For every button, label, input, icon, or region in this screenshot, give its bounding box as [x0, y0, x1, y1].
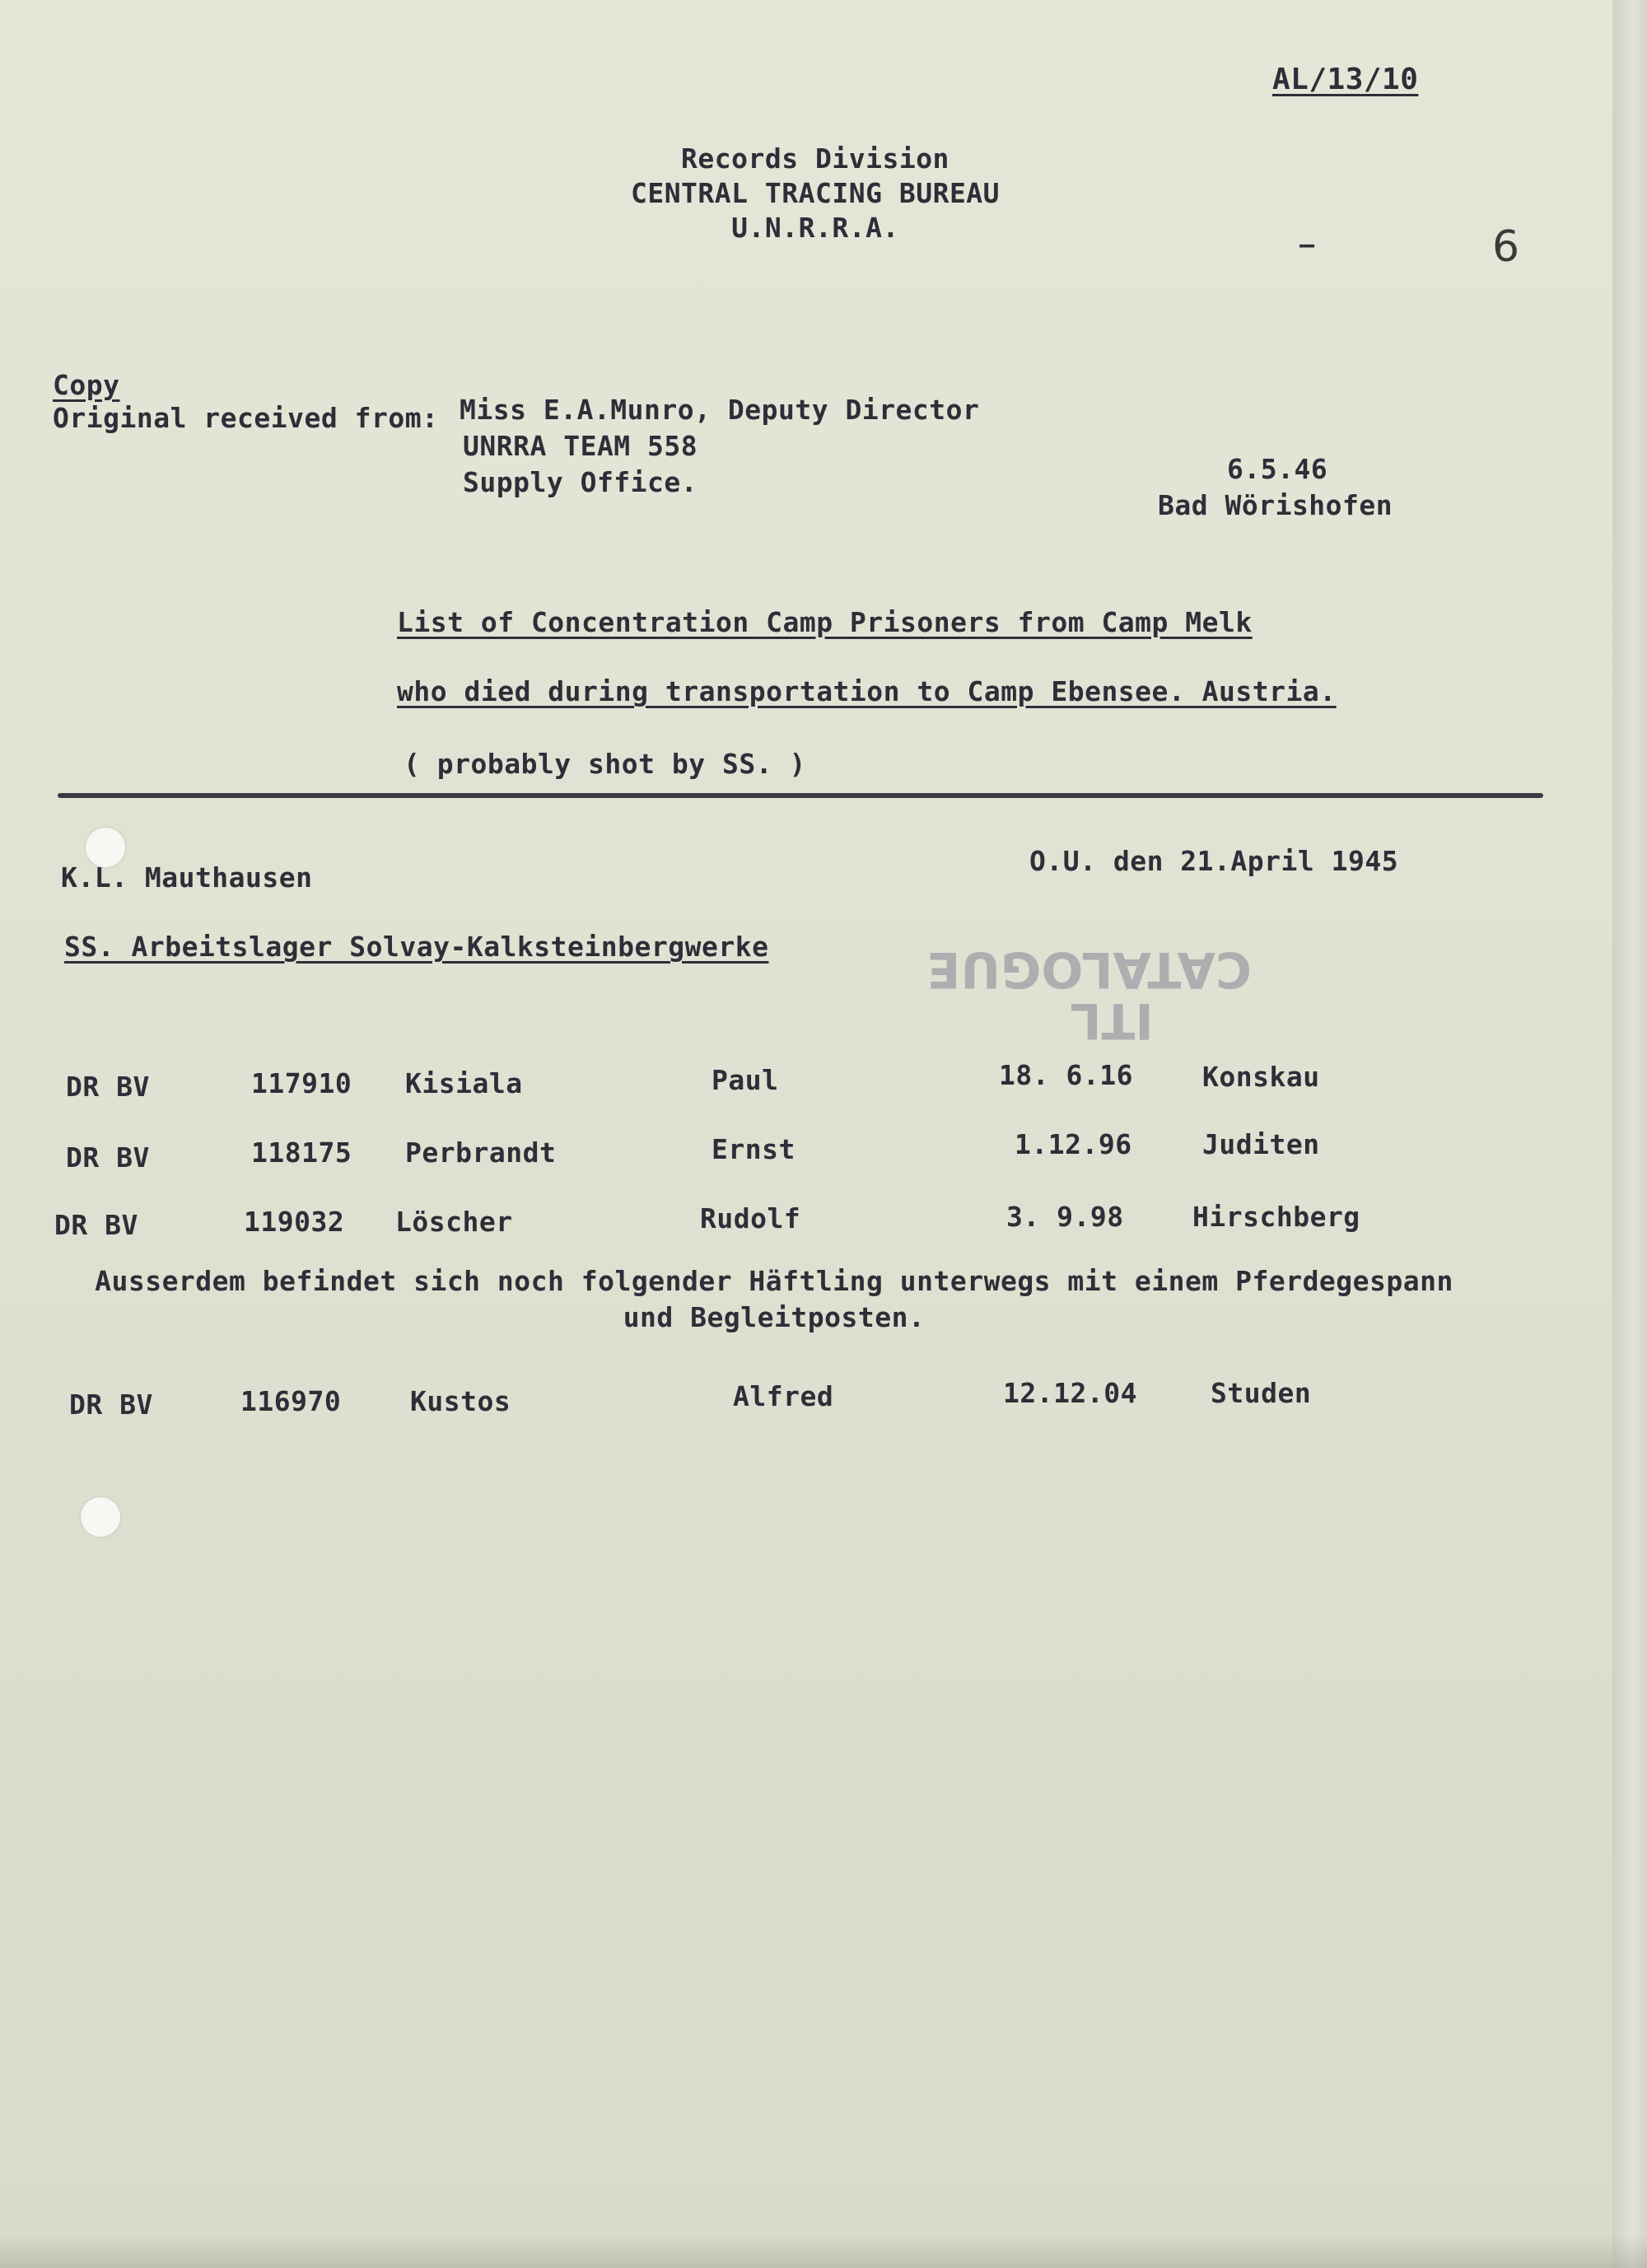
prisoner-category: DR BV [54, 1209, 138, 1241]
catalogue-stamp [926, 922, 1252, 1049]
copy-label: Copy [53, 369, 120, 401]
prisoner-surname: Perbrandt [405, 1136, 557, 1169]
prisoner-dob: 1.12.96 [1015, 1128, 1132, 1160]
document-place: Bad Wörishofen [1158, 489, 1393, 521]
additional-note-line-1: Ausserdem befindet sich noch folgender Häftling unterwegs mit einem Pferdegespann [95, 1265, 1453, 1297]
prisoner-surname: Löscher [395, 1206, 513, 1238]
prisoner-dob: 18. 6.16 [999, 1059, 1133, 1091]
received-from-office: Supply Office. [463, 466, 698, 498]
page-bottom-shadow [0, 2235, 1647, 2268]
received-from-name: Miss E.A.Munro, Deputy Director [460, 394, 980, 426]
additional-note-line-2: und Begleitposten. [623, 1301, 926, 1333]
received-from-team: UNRRA TEAM 558 [463, 430, 698, 462]
prisoner-surname: Kisiala [405, 1067, 523, 1099]
punch-hole-bottom [81, 1497, 120, 1537]
prisoner-first-name: Paul [712, 1064, 779, 1096]
prisoner-first-name: Rudolf [700, 1202, 801, 1234]
prisoner-number: 119032 [244, 1206, 345, 1238]
prisoner-dob: 3. 9.98 [1006, 1201, 1124, 1233]
letterhead-line-2: CENTRAL TRACING BUREAU [630, 177, 1001, 209]
prisoner-birthplace: Hirschberg [1192, 1201, 1360, 1233]
additional-note [49, 1263, 1499, 1336]
received-label: Original received from: [53, 402, 439, 434]
title-line-2: who died during transportation to Camp Ebensee. Austria. [397, 675, 1337, 707]
prisoner-number: 116970 [240, 1385, 342, 1417]
title-line-1: List of Concentration Camp Prisoners from Camp Melk [397, 606, 1253, 638]
prisoner-category: DR BV [69, 1388, 153, 1421]
prisoner-birthplace: Juditen [1202, 1128, 1320, 1160]
document-date: 6.5.46 [1227, 453, 1328, 485]
letterhead [593, 142, 1038, 245]
prisoner-category: DR BV [66, 1071, 150, 1103]
prisoner-number: 117910 [251, 1067, 352, 1099]
prisoner-surname: Kustos [410, 1385, 511, 1417]
prisoner-first-name: Ernst [712, 1133, 796, 1165]
letterhead-line-3: U.N.R.R.A. [731, 212, 899, 244]
camp-name: K.L. Mauthausen [61, 861, 313, 894]
prisoner-birthplace: Studen [1211, 1377, 1312, 1409]
title-note: ( probably shot by SS. ) [404, 748, 806, 780]
page-mark: — [1299, 231, 1315, 259]
prisoner-dob: 12.12.04 [1003, 1377, 1137, 1409]
prisoner-number: 118175 [251, 1136, 352, 1169]
page-number: 6 [1492, 222, 1520, 272]
letterhead-line-1: Records Division [681, 142, 949, 175]
reference-number: AL/13/10 [1272, 63, 1419, 96]
list-date: O.U. den 21.April 1945 [1029, 845, 1399, 877]
page-edge-strip [1612, 0, 1647, 2268]
stamp-line-1: ITL [1070, 992, 1154, 1049]
stamp-line-2: CATALOGUE [926, 940, 1252, 998]
prisoner-category: DR BV [66, 1141, 150, 1174]
horizontal-rule [58, 793, 1543, 798]
prisoner-birthplace: Konskau [1202, 1061, 1320, 1093]
subcamp-name: SS. Arbeitslager Solvay-Kalksteinbergwerke [64, 931, 769, 963]
prisoner-first-name: Alfred [733, 1380, 834, 1412]
